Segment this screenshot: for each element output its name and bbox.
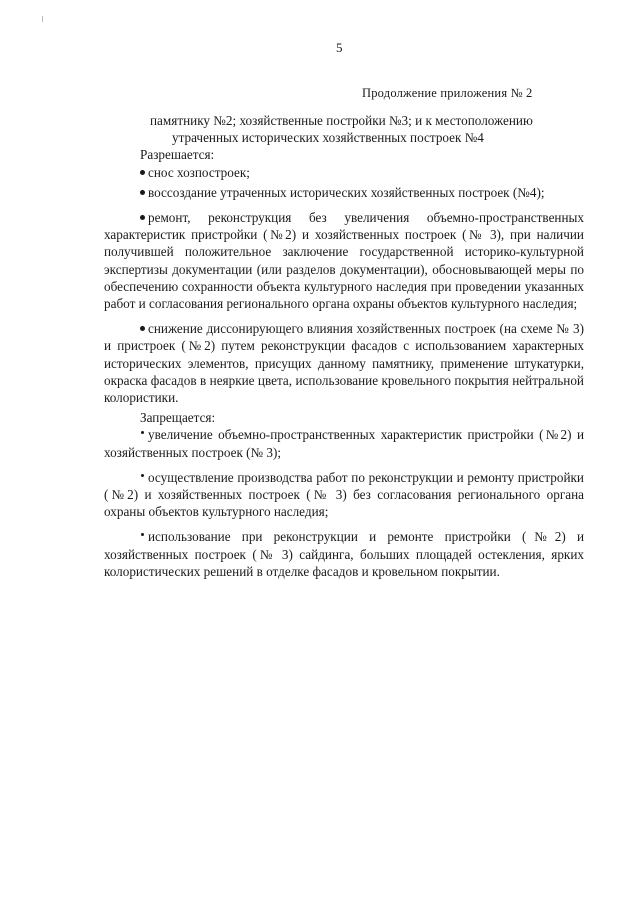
bullet-icon [141,431,144,434]
forbidden-item-text: осуществление производства работ по реконструкции и ремонту пристройки (№2) и хозяйственных построек (№ 3) без согласования регионального органа охраны объектов культурного наследия; [104,469,584,520]
allowed-item-2 [104,184,584,201]
allowed-item-text: ремонт, реконструкция без увеличения объемно-пространственных характеристик пристройки (№2) и хозяйственных построек (№ 3), при наличии получившей положительное заключение государственной историко-культурной экспертизы документации (или разделов документации), обосновывающей меры по обеспечению сохранности объекта культурного наследия при проведении указанных работ и согласования регионального органа охраны объектов культурного наследия; [104,210,584,312]
appendix-continuation-note: Продолжение приложения № 2 [362,86,533,100]
allowed-item-text: воссоздание утраченных исторических хозяйственных построек (№4); [148,184,545,200]
bullet-icon [140,215,145,220]
document-body [104,112,584,580]
allowed-item-3 [104,209,584,312]
allowed-heading: Разрешается: [140,147,215,163]
forbidden-item-text: увеличение объемно-пространственных характеристик пристройки (№2) и хозяйственных построек (№ 3); [104,427,584,460]
allowed-item-text: снос хозпостроек; [148,164,250,180]
bullet-icon [140,190,145,195]
forbidden-item-text: использование при реконструкции и ремонте пристройки (№2) и хозяйственных построек (№ 3) сайдинга, больших площадей остекления, ярких колористических решений в отделке фасадов и кровельном покрытии. [104,529,584,579]
bullet-icon [140,170,145,175]
forbidden-heading: Запрещается: [140,410,216,426]
forbidden-item-2 [104,469,584,521]
page-number: 5 [336,40,343,55]
intro-line-1: памятнику №2; хозяйственные постройки №3; и к местоположению [150,113,533,128]
bullet-icon [141,533,144,536]
bullet-icon [140,326,145,331]
allowed-item-4 [104,320,584,406]
forbidden-item-1 [104,426,584,460]
allowed-item-1 [104,164,584,181]
intro-line-2: утраченных исторических хозяйственных построек №4 [172,130,484,146]
bullet-icon [141,474,144,477]
margin-mark [42,16,43,22]
forbidden-item-3 [104,528,584,580]
allowed-item-text: снижение диссонирующего влияния хозяйственных построек (на схеме № 3) и пристроек (№2) путем реконструкции фасадов с использованием характерных исторических элементов, присущих данному памятнику, применение штукатурки, окраска фасадов в неяркие цвета, использование кровельного покрытия нейтральной колористики. [104,321,584,406]
